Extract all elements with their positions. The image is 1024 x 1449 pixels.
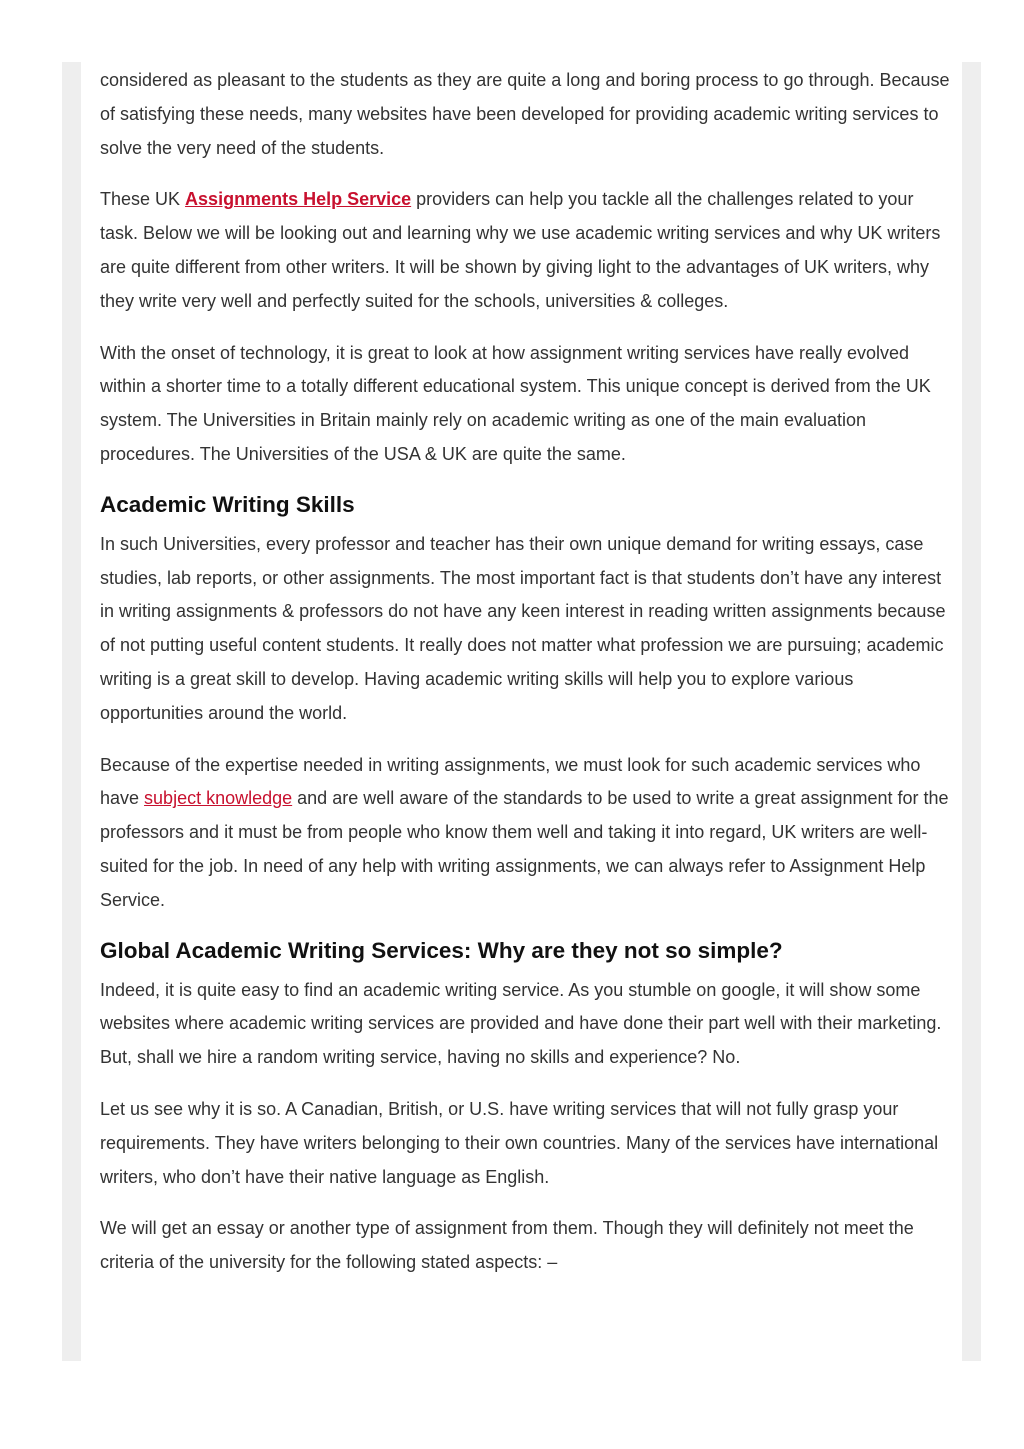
paragraph-text: Because of the expertise needed in writing assignments, we must look for such academic services who have: [100, 754, 921, 809]
paragraph-find-service: Indeed, it is quite easy to find an academic writing service. As you stumble on google, it will show some websites where academic writing services are provided and have done their part well with their marketing. But, shall we hire a random writing service, having no skills and experience? No.: [100, 979, 942, 1068]
paragraph-expertise: [100, 749, 950, 918]
paragraph-why-so: Let us see why it is so. A Canadian, British, or U.S. have writing services that will not fully grasp your requirements. They have writers belonging to their own countries. Many of the services have international writers, who don’t have their native language as English.: [100, 1098, 939, 1187]
paragraph-uk-providers: [100, 183, 950, 318]
heading-academic-writing-skills: Academic Writing Skills: [100, 491, 355, 517]
paragraph-universities: In such Universities, every professor and teacher has their own unique demand for writing essays, case studies, lab reports, or other assignments. The most important fact is that students don’t have any interest in writing assignments & professors do not have any keen interest in reading written assignments because of not putting useful content students. It really does not matter what profession we are pursuing; academic writing is a great skill to develop. Having academic writing skills will help you to explore various opportunities around the world.: [100, 533, 946, 723]
paragraph-criteria: We will get an essay or another type of assignment from them. Though they will definitely not meet the criteria of the university for the following stated aspects: –: [100, 1218, 914, 1273]
right-margin-bar: [962, 62, 981, 1361]
left-margin-bar: [62, 62, 81, 1361]
assignments-help-service-link[interactable]: Assignments Help Service: [185, 189, 412, 210]
article-body: [100, 64, 950, 1298]
paragraph-technology: With the onset of technology, it is great to look at how assignment writing services have really evolved within a shorter time to a totally different educational system. This unique concept is derived from the UK system. The Universities in Britain mainly rely on academic writing as one of the main evaluation procedures. The Universities of the USA & UK are quite the same.: [100, 342, 931, 464]
paragraph-intro: considered as pleasant to the students as they are quite a long and boring process to go through. Because of satisfying these needs, many websites have been developed for providing academic writing services to solve the very need of the students.: [100, 70, 950, 158]
paragraph-text: providers can help you tackle all the challenges related to your task. Below we will be looking out and learning why we use academic writing services and why UK writers are quite different from other writers. It will be shown by giving light to the advantages of UK writers, why they write very well and perfectly suited for the schools, universities & colleges.: [100, 189, 941, 311]
subject-knowledge-link[interactable]: subject knowledge: [144, 788, 293, 809]
paragraph-text: and are well aware of the standards to be used to write a great assignment for the professors and it must be from people who know them well and taking it into regard, UK writers are well-suited for the job. In need of any help with writing assignments, we can always refer to Assignment Help Service.: [100, 788, 949, 910]
paragraph-text: These UK: [100, 189, 186, 210]
heading-global-academic-writing: Global Academic Writing Services: Why are they not so simple?: [100, 937, 783, 963]
